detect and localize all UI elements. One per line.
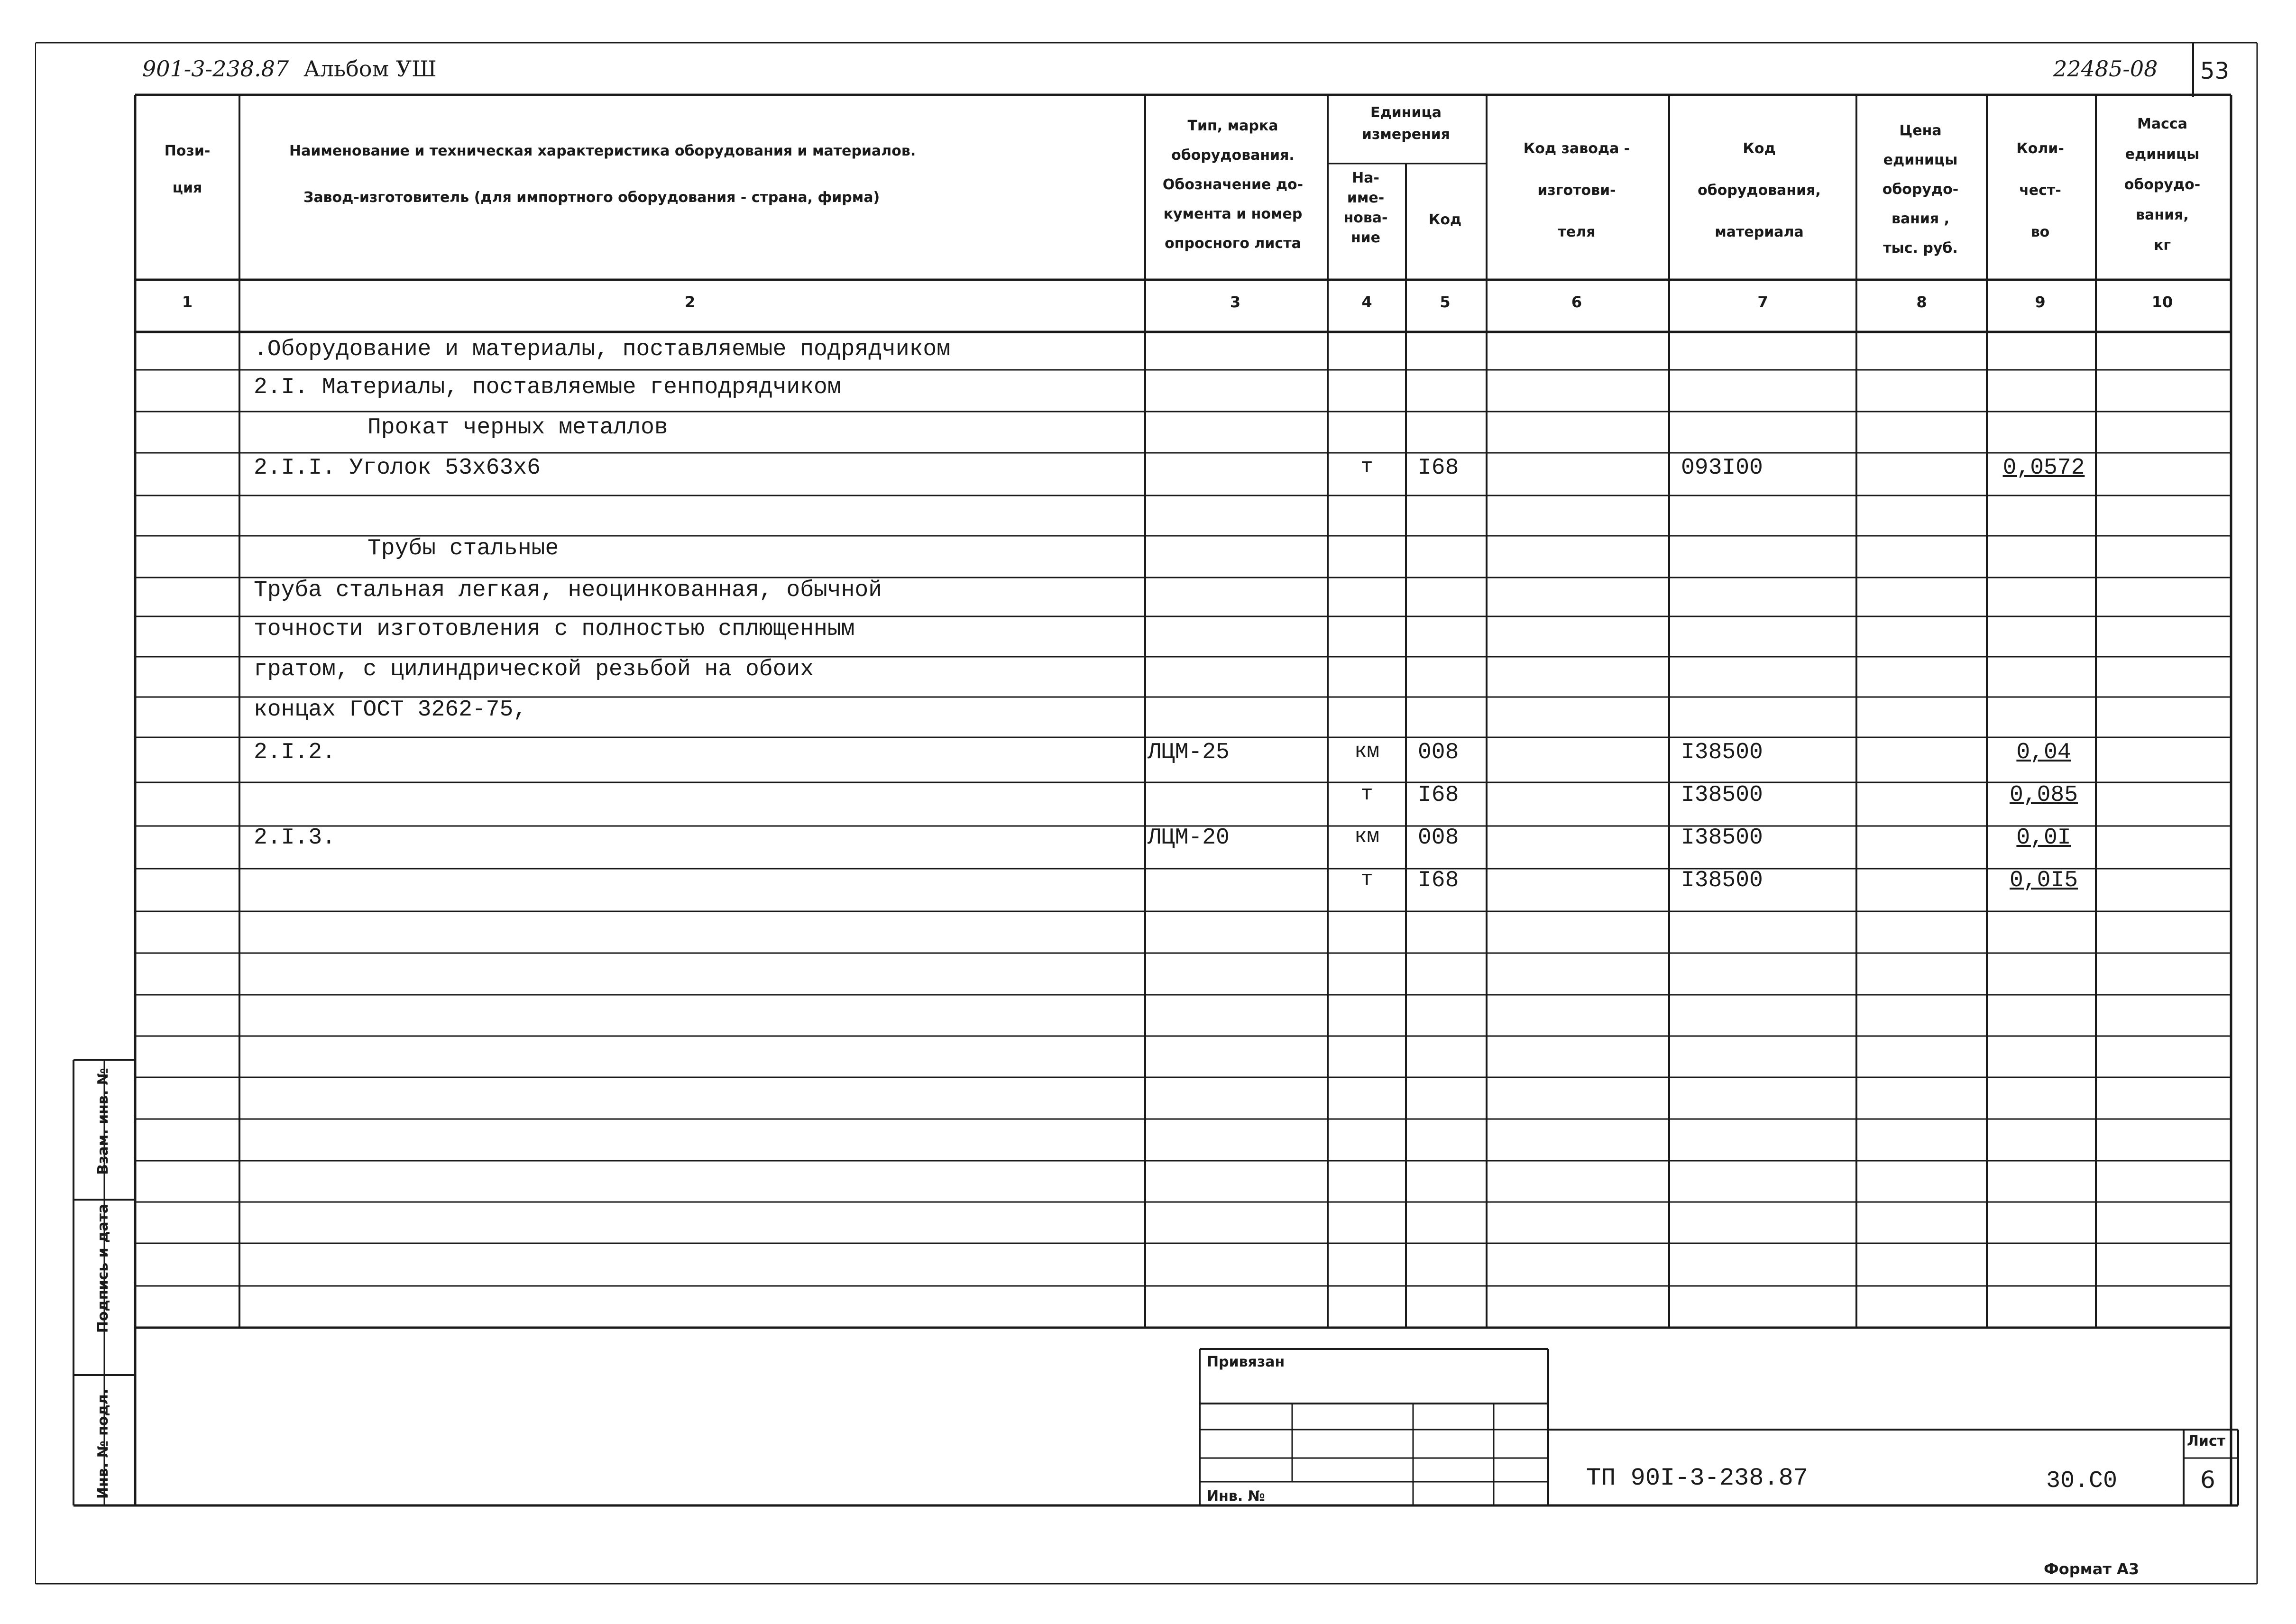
- header-price-line: оборудо-: [1882, 181, 1959, 198]
- row-3-col-2: Прокат черных металлов: [367, 415, 668, 440]
- header-quantity-line: чест-: [2019, 182, 2061, 199]
- col-number: 5: [1440, 293, 1451, 311]
- doc-number: 22485-08: [2053, 56, 2158, 82]
- header-mass-line: кг: [2153, 237, 2171, 254]
- header-quantity-line: во: [2030, 224, 2050, 240]
- row-12-col-7: I38500: [1681, 782, 1763, 808]
- col-number: 2: [684, 293, 696, 311]
- format-label: Формат А3: [2044, 1560, 2140, 1578]
- col-number: 10: [2151, 293, 2173, 311]
- header-mass: [2096, 109, 2229, 261]
- list-number: 6: [2200, 1466, 2215, 1494]
- header-equipment-code-line: оборудования,: [1698, 182, 1821, 199]
- row-11-col-5: 008: [1418, 740, 1459, 765]
- header-position-line: ция: [172, 180, 202, 196]
- row-12-col-4: т: [1360, 782, 1373, 806]
- row-10-col-2: концах ГОСТ 3262-75,: [254, 697, 527, 723]
- stamp-replace-inv: Взам. инв. №: [95, 1068, 111, 1175]
- row-14-col-9: 0,0I5: [2009, 868, 2078, 893]
- row-13-col-4: км: [1354, 825, 1379, 849]
- header-name: [289, 138, 1143, 211]
- col-number: 1: [182, 293, 193, 311]
- row-13-col-3: ЛЦМ-20: [1148, 825, 1230, 851]
- header-name-line: Наименование и техническая характеристика оборудования и материалов.: [289, 143, 916, 159]
- header-plant-code-line: Код завода -: [1523, 140, 1630, 157]
- row-11-col-9: 0,04: [2016, 740, 2071, 765]
- row-11-col-3: ЛЦМ-25: [1148, 740, 1230, 765]
- col-number: 7: [1757, 293, 1768, 311]
- header-unit-name-line: ние: [1350, 229, 1381, 246]
- header-unit-name-line: На-: [1352, 170, 1379, 186]
- header-name-line: Завод-изготовитель (для импортного оборудования - страна, фирма): [303, 189, 880, 206]
- header-type-line: Тип, марка: [1187, 118, 1278, 134]
- row-13-col-7: I38500: [1681, 825, 1763, 851]
- header-unit-name-line: нова-: [1343, 210, 1388, 226]
- list-label: Лист: [2187, 1433, 2226, 1450]
- header-unit: [1328, 102, 1484, 146]
- header-position-line: Пози-: [164, 143, 211, 159]
- col-number: 3: [1230, 293, 1241, 311]
- row-6-col-2: Трубы стальные: [367, 536, 559, 561]
- header-type: [1143, 111, 1323, 258]
- header-equipment-code-line: Код: [1743, 140, 1776, 157]
- header-mass-line: Масса: [2137, 116, 2187, 132]
- row-12-col-9: 0,085: [2009, 782, 2078, 808]
- album-code: 901-3-238.87: [142, 56, 289, 82]
- stamp-sign-date: Подпись и дата: [95, 1203, 111, 1333]
- header-type-line: оборудования.: [1171, 147, 1295, 164]
- sheet-code: 30.С0: [2046, 1468, 2118, 1495]
- page-number: 53: [2200, 58, 2230, 84]
- header-type-line: опросного листа: [1165, 235, 1301, 252]
- header-position: [135, 138, 239, 202]
- stamp-inv-orig: Инв. № подл.: [95, 1388, 111, 1499]
- row-14-col-5: I68: [1418, 868, 1459, 893]
- row-14-col-4: т: [1360, 868, 1373, 891]
- header-quantity-line: Коли-: [2016, 140, 2064, 157]
- row-9-col-2: гратом, с цилиндрической резьбой на обоих: [254, 657, 814, 682]
- header-unit-code: Код: [1428, 211, 1462, 228]
- header-plant-code-line: изготови-: [1537, 182, 1616, 199]
- header-type-line: кумента и номер: [1163, 206, 1303, 222]
- row-4-col-7: 093I00: [1681, 455, 1763, 481]
- row-13-col-5: 008: [1418, 825, 1459, 851]
- row-11-col-4: км: [1354, 740, 1379, 763]
- header-price-line: вания ,: [1891, 211, 1950, 227]
- album-label: Альбом УШ: [303, 56, 437, 82]
- header-unit-line: измерения: [1361, 126, 1451, 143]
- row-12-col-5: I68: [1418, 782, 1459, 808]
- header-type-line: Обозначение до-: [1162, 176, 1304, 193]
- row-4-col-2: 2.I.I. Уголок 53x63x6: [254, 455, 541, 481]
- col-number: 9: [2035, 293, 2046, 311]
- header-mass-line: единицы: [2125, 146, 2200, 163]
- doc-code: ТП 90I-3-238.87: [1586, 1464, 1809, 1492]
- row-11-col-7: I38500: [1681, 740, 1763, 765]
- header-price: [1856, 116, 1984, 263]
- row-4-col-4: т: [1360, 455, 1373, 479]
- row-1-col-2: .Оборудование и материалы, поставляемые подрядчиком: [254, 337, 951, 362]
- header-quantity: [1987, 128, 2094, 253]
- col-number: 8: [1916, 293, 1927, 311]
- header-mass-line: оборудо-: [2124, 176, 2201, 193]
- header-price-line: единицы: [1883, 152, 1958, 168]
- row-11-col-2: 2.I.2.: [254, 740, 336, 765]
- header-unit-name-line: име-: [1347, 190, 1385, 206]
- row-4-col-5: I68: [1418, 455, 1459, 481]
- header-equipment-code-line: материала: [1715, 224, 1804, 240]
- header-price-line: тыс. руб.: [1883, 240, 1958, 257]
- row-8-col-2: точности изготовления с полностью сплющенным: [254, 616, 855, 642]
- row-4-col-9: 0,0572: [2002, 455, 2085, 481]
- inv-no-label: Инв. №: [1207, 1488, 1265, 1505]
- row-13-col-9: 0,0I: [2016, 825, 2071, 851]
- header-unit-name: [1328, 168, 1404, 248]
- header-unit-line: Единица: [1370, 104, 1442, 121]
- header-equipment-code: [1669, 128, 1849, 253]
- col-number: 6: [1571, 293, 1582, 311]
- header-plant-code-line: теля: [1558, 224, 1596, 240]
- header-plant-code: [1487, 128, 1667, 253]
- col-number: 4: [1361, 293, 1372, 311]
- privyazan-label: Привязан: [1207, 1354, 1285, 1370]
- row-13-col-2: 2.I.3.: [254, 825, 336, 851]
- row-7-col-2: Труба стальная легкая, неоцинкованная, обычной: [254, 578, 882, 603]
- header-mass-line: вания,: [2136, 207, 2189, 223]
- row-14-col-7: I38500: [1681, 868, 1763, 893]
- row-2-col-2: 2.I. Материалы, поставляемые генподрядчиком: [254, 375, 841, 400]
- header-price-line: Цена: [1899, 122, 1942, 139]
